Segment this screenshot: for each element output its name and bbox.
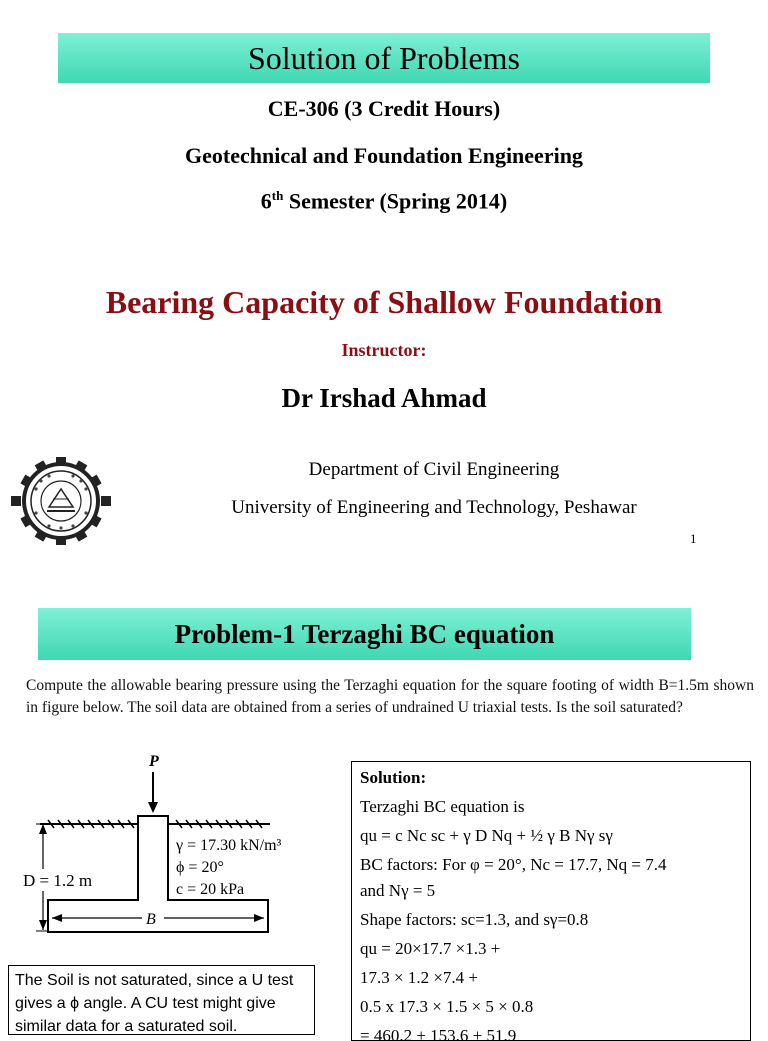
- semester-suffix: th: [271, 188, 284, 203]
- university-name: University of Engineering and Technology, Peshawar: [231, 497, 637, 518]
- unit-weight-label: γ = 17.30 kN/m³: [176, 837, 282, 854]
- bc-factors-line-1: BC factors: For φ = 20°, Nc = 17.7, Nq = 7.4: [360, 855, 667, 874]
- problem-statement: Compute the allowable bearing pressure using the Terzaghi equation for the square footing of width B=1.5m shown in figure below. The soil data are obtained from a series of undrained U triaxial tests. Is the soil saturated?: [26, 677, 754, 716]
- semester: [0, 188, 768, 214]
- semester-text: Semester (Spring 2014): [283, 188, 508, 214]
- load-label: P: [149, 753, 159, 770]
- semester-number: 6: [260, 188, 272, 214]
- solution-intro: Terzaghi BC equation is: [360, 797, 525, 816]
- course-code: CE-306 (3 Credit Hours): [267, 96, 501, 121]
- calculation-line-4: = 460.2 + 153.6 + 51.9: [360, 1026, 517, 1041]
- bc-factors-line-2: and Nγ = 5: [360, 881, 436, 900]
- calculation-line-1: qu = 20×17.7 ×1.3 +: [360, 939, 501, 958]
- university-seal-icon: [9, 457, 113, 545]
- calculation-line-3: 0.5 x 17.3 × 1.5 × 5 × 0.8: [360, 997, 534, 1016]
- terzaghi-equation: qu = c Nc sc + γ D Nq + ½ γ B Nγ sγ: [360, 826, 613, 845]
- solution-heading: Solution:: [360, 768, 427, 787]
- course-subject: Geotechnical and Foundation Engineering: [185, 143, 583, 168]
- slide1-title: Solution of Problems: [247, 40, 520, 76]
- slide1-title-banner: [58, 33, 710, 83]
- department-name: Department of Civil Engineering: [308, 459, 560, 480]
- calculation-line-2: 17.3 × 1.2 ×7.4 +: [360, 968, 479, 987]
- instructor-name: Dr Irshad Ahmad: [281, 383, 487, 413]
- solution-box: [351, 761, 751, 1041]
- slide2-title-banner: [38, 608, 691, 660]
- cohesion-label: c = 20 kPa: [176, 881, 245, 898]
- shape-factors: Shape factors: sc=1.3, and sγ=0.8: [360, 910, 589, 929]
- friction-angle-label: ϕ = 20°: [176, 859, 224, 876]
- instructor-label: Instructor:: [341, 340, 427, 360]
- page-number: 1: [690, 531, 697, 546]
- width-label: B: [146, 911, 156, 928]
- slide2-title: Problem-1 Terzaghi BC equation: [174, 619, 555, 649]
- saturation-note: The Soil is not saturated, since a U test gives a ϕ angle. A CU test might give similar data for a saturated soil.: [8, 965, 315, 1035]
- depth-label: D = 1.2 m: [23, 871, 93, 890]
- footing-figure: [18, 750, 318, 955]
- lecture-topic: Bearing Capacity of Shallow Foundation: [105, 284, 663, 320]
